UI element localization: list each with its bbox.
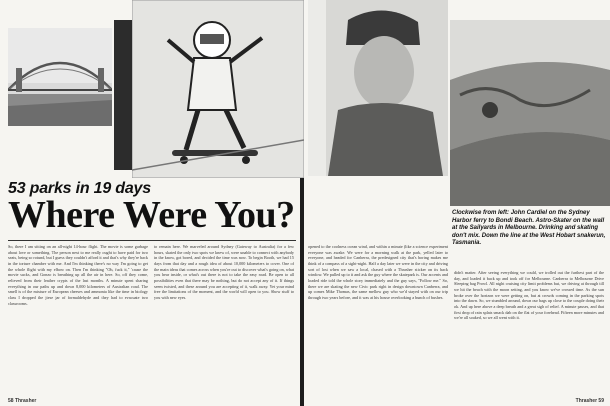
- skater-portrait-image: [308, 0, 448, 176]
- headline-rule: [8, 240, 296, 241]
- skater-portrait-photo: [308, 0, 448, 176]
- body-column-2: [154, 244, 294, 394]
- body-column-1: [8, 244, 148, 394]
- folio-left: 58 Thrasher: [8, 398, 37, 404]
- body-text-col4: didn't matter. After seeing everything we could, we trolled out the furthest part of the day, and loaded it back up and took off for Melbourne. Canberra to Melbourne Drive Sleeping bag Prowl. All night cruising city limit problems but, we driving at through till we hit the beach with the moon setting, and you know we've crossed time. As the sun broke over the horizon we were getting on, but at crowds coming in the parking spots into the dawn. So, we stumbled around, down our bags up close to the couple doing their ok. And up here above a deep breath and a great sigh of relief. A minute passes, and that first drop of rain splats smack dab on the flat of your forehead. Fifteen more minutes and we're all soaked, so we all went with it.: [454, 270, 604, 321]
- body-column-3: [308, 244, 448, 394]
- caption-body: John Cardiel on the Sydney Harbor ferry to Bondi Beach. Astro-Skater on the wall at the Sailyards in Melbourne. Drinking and skating don't mix. Down the line at the West Hobart snakerun, Tasmania.: [452, 210, 606, 246]
- harbor-bridge-photo: [8, 28, 112, 126]
- harbor-bridge-image: [8, 28, 112, 126]
- article-headline: Where Were You?: [8, 194, 295, 236]
- caption-lead: Clockwise from left:: [452, 210, 510, 216]
- snakerun-photo: [450, 20, 610, 206]
- body-text-col1: So, there I am sitting on an all-night 14-hour flight. The movie is some garbage about love or something. The person next to me really ought to have paid for two seats, being so rotund, but I guess they couldn't afford it and that's why they're back in the torture chamber with me. And I'm thinking there's no way I'm going to get the whole flight with my elbow on. Then I'm thinking "Oh, fuck it," 'cause the movie sucks, and Gonzo is breathing up all the air in here. So, off they come, relieved from their leather crypts of the last months. A minute spent sharing everything in our paths up and down 8,000 kilometers of Australian road. The smell is of the mixture of European cheeses and ammonia like the time in biology class I dropped the jiese jar of formaldehyde and they had to evacuate two classrooms.: [8, 244, 148, 306]
- snakerun-image: [450, 20, 610, 206]
- body-column-4: [454, 270, 604, 394]
- body-text-col3: opened to the coolness ocean wind, and within a minute (like a science experiment everyone was awake. We were for a morning walk at the park, yelled later to everyone, and headed for Canberra, the predesigned city that's boring makes me think of a compass of a sight-night. Half a day later we were in the city and driving sort of lost when we saw a local, chased with a Thrasher sticker on its back window. We pulled up to it and ask the guy where the skatepark is. Our accents and loaded ride told the whole story immediately and the guy says, "Follow me." So, there we are skating the new Civic park right in design downtown Canberra, and up comes Mike Thomas, the same mellow guy who we'd stayed with on our trip through two years before, and it was at his house overlooking a bunch of bushes.: [308, 244, 448, 301]
- body-text-col2: to remain here. We marveled around Sydney (Gateway to Australia) for a few hours, skated the only two spots we knew of, were unable to connect with anybody in the know, got bored, and decided the time was now. To begin Booth, we had 15 days from that day and a rough idea of about 10,000 kilometers to cover. One of the main ideas that comes across when you're out to discover what's going on, what you hear inside, or what's out there is not to take the easy road. Be open to all possibilities even that there may be nothing, but do not accept any of it. If things seem twisted, and these around you are accepting of it, walk away. Yet your mind free the limitations of the moment, and the world will open to you. Show stuff to you with new eyes.: [154, 244, 294, 301]
- photo-caption: [452, 210, 606, 248]
- right-page: [304, 0, 610, 406]
- article-kicker: 53 parks in 19 days: [8, 180, 151, 197]
- astro-skater-mural-image: [132, 0, 304, 178]
- astro-skater-mural: [132, 0, 304, 178]
- folio-right: Thrasher 59: [575, 398, 604, 404]
